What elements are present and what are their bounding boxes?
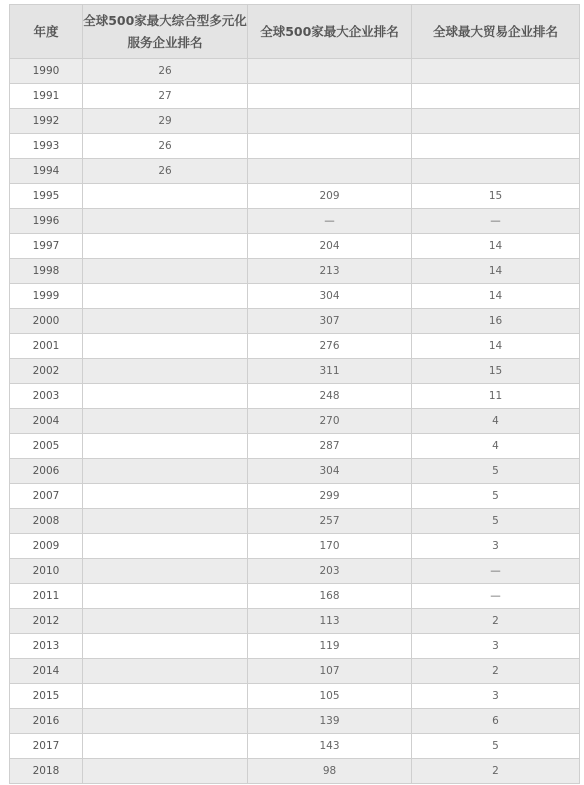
cell-diversified-service-rank: 26 [83,159,248,184]
cell-year: 2001 [10,334,83,359]
cell-year: 2018 [10,759,83,784]
table-row [10,509,580,534]
header-year: 年度 [10,5,83,59]
cell-year: 2017 [10,734,83,759]
cell-year: 2016 [10,709,83,734]
cell-diversified-service-rank [83,734,248,759]
cell-global-500-rank: 304 [248,459,412,484]
cell-year: 1999 [10,284,83,309]
cell-global-500-rank [248,134,412,159]
cell-diversified-service-rank [83,534,248,559]
cell-trade-rank: 14 [412,284,580,309]
cell-global-500-rank: 203 [248,559,412,584]
cell-trade-rank: 2 [412,609,580,634]
table-row [10,559,580,584]
cell-diversified-service-rank [83,284,248,309]
cell-year: 2014 [10,659,83,684]
cell-global-500-rank: 168 [248,584,412,609]
cell-trade-rank: 4 [412,434,580,459]
cell-trade-rank [412,159,580,184]
table-row [10,609,580,634]
table-row [10,484,580,509]
cell-year: 2000 [10,309,83,334]
cell-trade-rank [412,84,580,109]
cell-trade-rank: 5 [412,484,580,509]
cell-year: 2013 [10,634,83,659]
cell-year: 1996 [10,209,83,234]
cell-diversified-service-rank [83,334,248,359]
cell-diversified-service-rank [83,609,248,634]
cell-diversified-service-rank [83,184,248,209]
cell-year: 2007 [10,484,83,509]
cell-trade-rank: 2 [412,759,580,784]
cell-trade-rank: 15 [412,184,580,209]
cell-year: 1991 [10,84,83,109]
cell-global-500-rank: 276 [248,334,412,359]
cell-trade-rank: 11 [412,384,580,409]
cell-diversified-service-rank [83,559,248,584]
cell-diversified-service-rank [83,659,248,684]
cell-trade-rank: 4 [412,409,580,434]
cell-diversified-service-rank [83,584,248,609]
cell-diversified-service-rank [83,509,248,534]
cell-trade-rank: — [412,559,580,584]
cell-global-500-rank: 248 [248,384,412,409]
cell-year: 2006 [10,459,83,484]
cell-year: 2015 [10,684,83,709]
cell-global-500-rank: 107 [248,659,412,684]
table-row [10,259,580,284]
table-row [10,59,580,84]
cell-global-500-rank: 257 [248,509,412,534]
table-row [10,634,580,659]
table-body [10,59,580,784]
cell-global-500-rank: 170 [248,534,412,559]
cell-year: 2002 [10,359,83,384]
table-row [10,584,580,609]
cell-diversified-service-rank [83,759,248,784]
cell-diversified-service-rank [83,434,248,459]
cell-year: 2008 [10,509,83,534]
cell-trade-rank [412,59,580,84]
cell-global-500-rank: 213 [248,259,412,284]
cell-trade-rank [412,134,580,159]
cell-trade-rank: 2 [412,659,580,684]
cell-global-500-rank: 119 [248,634,412,659]
cell-trade-rank [412,109,580,134]
table-row [10,309,580,334]
cell-global-500-rank: 209 [248,184,412,209]
table-row [10,684,580,709]
table-row [10,209,580,234]
cell-global-500-rank: 113 [248,609,412,634]
cell-global-500-rank [248,109,412,134]
cell-trade-rank: — [412,584,580,609]
table-row [10,159,580,184]
table-row [10,759,580,784]
cell-year: 1992 [10,109,83,134]
cell-year: 2005 [10,434,83,459]
cell-diversified-service-rank [83,459,248,484]
cell-diversified-service-rank [83,709,248,734]
cell-diversified-service-rank [83,309,248,334]
cell-trade-rank: 5 [412,509,580,534]
table-row [10,534,580,559]
cell-global-500-rank: — [248,209,412,234]
cell-year: 1994 [10,159,83,184]
header-trade-rank: 全球最大贸易企业排名 [412,5,580,59]
cell-diversified-service-rank [83,234,248,259]
cell-trade-rank: 15 [412,359,580,384]
cell-year: 1998 [10,259,83,284]
cell-year: 2004 [10,409,83,434]
table-row [10,734,580,759]
cell-trade-rank: 3 [412,534,580,559]
cell-diversified-service-rank: 26 [83,134,248,159]
table-row [10,109,580,134]
cell-global-500-rank: 98 [248,759,412,784]
cell-diversified-service-rank: 27 [83,84,248,109]
cell-global-500-rank: 307 [248,309,412,334]
table-row [10,409,580,434]
cell-diversified-service-rank: 29 [83,109,248,134]
cell-diversified-service-rank: 26 [83,59,248,84]
cell-global-500-rank [248,59,412,84]
cell-global-500-rank: 304 [248,284,412,309]
table-row [10,384,580,409]
cell-year: 2003 [10,384,83,409]
cell-year: 2010 [10,559,83,584]
cell-diversified-service-rank [83,684,248,709]
cell-trade-rank: 14 [412,259,580,284]
table-row [10,709,580,734]
header-diversified-service-rank: 全球500家最大综合型多元化服务企业排名 [83,5,248,59]
cell-global-500-rank: 270 [248,409,412,434]
table-row [10,84,580,109]
cell-year: 1993 [10,134,83,159]
cell-trade-rank: 3 [412,684,580,709]
cell-diversified-service-rank [83,359,248,384]
cell-trade-rank: 14 [412,334,580,359]
cell-diversified-service-rank [83,209,248,234]
table-row [10,434,580,459]
table-row [10,659,580,684]
cell-global-500-rank: 287 [248,434,412,459]
cell-global-500-rank: 204 [248,234,412,259]
cell-trade-rank: 5 [412,459,580,484]
cell-global-500-rank: 139 [248,709,412,734]
cell-global-500-rank: 299 [248,484,412,509]
cell-global-500-rank: 311 [248,359,412,384]
cell-trade-rank: — [412,209,580,234]
header-global-500-rank: 全球500家最大企业排名 [248,5,412,59]
cell-diversified-service-rank [83,409,248,434]
cell-global-500-rank [248,159,412,184]
cell-trade-rank: 16 [412,309,580,334]
cell-year: 1997 [10,234,83,259]
cell-year: 2011 [10,584,83,609]
cell-trade-rank: 3 [412,634,580,659]
table-row [10,334,580,359]
cell-global-500-rank: 105 [248,684,412,709]
cell-diversified-service-rank [83,384,248,409]
cell-year: 1995 [10,184,83,209]
cell-global-500-rank: 143 [248,734,412,759]
cell-global-500-rank [248,84,412,109]
cell-year: 2012 [10,609,83,634]
header-row [10,5,580,59]
table-row [10,359,580,384]
cell-diversified-service-rank [83,634,248,659]
table-header [10,5,580,59]
table-row [10,234,580,259]
cell-trade-rank: 6 [412,709,580,734]
cell-trade-rank: 5 [412,734,580,759]
cell-diversified-service-rank [83,259,248,284]
cell-trade-rank: 14 [412,234,580,259]
table-row [10,459,580,484]
cell-year: 1990 [10,59,83,84]
cell-year: 2009 [10,534,83,559]
table-row [10,284,580,309]
cell-diversified-service-rank [83,484,248,509]
table-row [10,184,580,209]
ranking-table [9,4,580,784]
table-row [10,134,580,159]
